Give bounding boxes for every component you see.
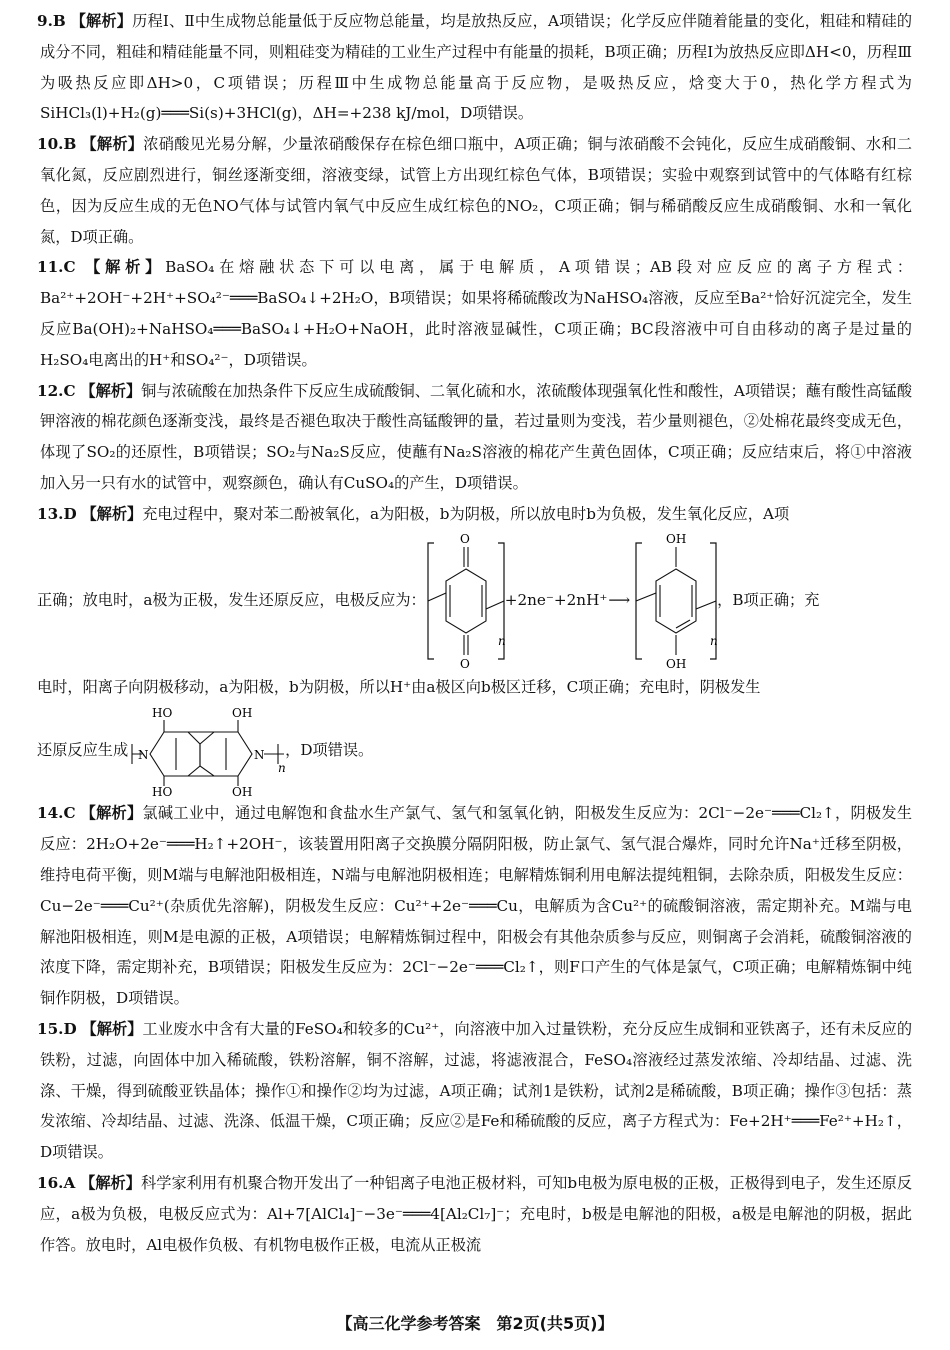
naph-oh-top-left: HO <box>152 706 173 721</box>
item-13-text-b: 正确；放电时，a极为正极，发生还原反应，电极反应为： <box>37 591 426 610</box>
naph-oh-bottom-left: HO <box>152 785 173 797</box>
naphthalene-diimide-row <box>37 702 912 798</box>
item-14-text: 氯碱工业中，通过电解饱和食盐水生产氯气、氢气和氢氧化钠，阳极发生反应为：2Cl⁻−2e⁻═══Cl₂↑，阴极发生反应：2H₂O+2e⁻═══H₂↑+2OH⁻，该装置用阳离子交换膜分隔阴阳极，防止氯气、氢气混合爆炸，同时允许Na⁺迁移至阴极，维持电荷平衡，则M端与电解池阳极相连，N端与电解池阴极相连；电解精炼铜利用电解法提纯粗铜，去除杂质，阳极发生反应：Cu−2e⁻═══Cu²⁺(杂质优先溶解)，阴极发生反应：Cu²⁺+2e⁻═══Cu，电解质为含Cu²⁺的硫酸铜溶液，需定期补充。M端与电解池阳极相连，则M是电源的正极，A项错误；电解精炼铜过程中，阳极会有其他杂质参与反应，则铜离子会消耗，硫酸铜溶液的浓度下降，需定期补充，B项错误；阳极发生反应为：2Cl⁻−2e⁻═══Cl₂↑，则F口产生的气体是氯气，C项正确；电解精炼铜中纯铜作阴极，D项错误。 <box>40 804 913 1008</box>
naphthalene-polymer-structure <box>128 704 288 796</box>
naph-n-left: N <box>138 748 149 763</box>
item-13-text-a: 充电过程中，聚对苯二酚被氧化，a为阳极，b为阴极，所以放电时b为负极，发生氧化反应，A项 <box>142 504 790 523</box>
item-15-text: 工业废水中含有大量的FeSO₄和较多的Cu²⁺，向溶液中加入过量铁粉，充分反应生成铜和亚铁离子，还有未反应的铁粉，过滤，向固体中加入稀硫酸，铁粉溶解，铜不溶解，过滤，将滤液混合，FeSO₄溶液经过蒸发浓缩、冷却结晶、过滤、洗涤、干燥，得到硫酸亚铁晶体；操作①和操作②均为过滤，A项正确；试剂1是铁粉，试剂2是稀硫酸，B项正确；操作③包括：蒸发浓缩、冷却结晶、过滤、洗涤、低温干燥，C项正确；反应②是Fe和稀硫酸的反应，离子方程式为：Fe+2H⁺═══Fe²⁺+H₂↑，D项错误。 <box>40 1019 913 1162</box>
answer-item-10: 10.B 【解析】浓硝酸见光易分解，少量浓硝酸保存在棕色细口瓶中，A项正确；铜与浓硝酸不会钝化，反应生成硝酸铜、水和二氧化氮，反应剧烈进行，铜丝逐渐变细，溶液变绿，试管上方出现红棕色气体，B项错误；实验中观察到试管中的气体略有红棕色，因为反应生成的无色NO气体与试管内氧气中反应生成红棕色的NO₂，C项正确；铜与稀硝酸反应生成硝酸铜、水和一氧化氮，D项正确。 <box>37 135 913 246</box>
item-13-text-c: ，B项正确；充 <box>717 591 820 610</box>
answer-item-11: 11.C 【解析】BaSO₄在熔融状态下可以电离，属于电解质，A项错误；AB段对应反应的离子方程式：Ba²⁺+2OH⁻+2H⁺+SO₄²⁻═══BaSO₄↓+2H₂O，B项错误；如果将稀硫酸改为NaHSO₄溶液，反应至Ba²⁺恰好沉淀完全，发生反应Ba(OH)₂+NaHSO₄═══BaSO₄↓+H₂O+NaOH，此时溶液显碱性，C项正确；BC段溶液中可自由移动的离子是过量的H₂SO₄电离出的H⁺和SO₄²⁻，D项错误。 <box>37 258 913 369</box>
hydroquinone-top-oh: OH <box>666 531 687 546</box>
answer-item-9: 9.B 【解析】历程Ⅰ、Ⅱ中生成物总能量低于反应物总能量，均是放热反应，A项错误；化学反应伴随着能量的变化，粗硅和精硅的成分不同，粗硅和精硅能量不同，则粗硅变为精硅的工业生产过程中有能量的损耗，B项正确；历程Ⅰ为放热反应即ΔH<0，历程Ⅲ为吸热反应即ΔH>0，C项错误；历程Ⅲ中生成物总能量高于反应物，是吸热反应，焓变大于0，热化学方程式为SiHCl₃(l)+H₂(g)═══Si(s)+3HCl(g)，ΔH=+238 kJ/mol，D项错误。 <box>37 12 913 123</box>
item-11-text: BaSO₄在熔融状态下可以电离，属于电解质，A项错误；AB段对应反应的离子方程式：Ba²⁺+2OH⁻+2H⁺+SO₄²⁻═══BaSO₄↓+2H₂O，B项错误；如果将稀硫酸改为NaHSO₄溶液，反应至Ba²⁺恰好沉淀完全，发生反应Ba(OH)₂+NaHSO₄═══BaSO₄↓+H₂O+NaOH，此时溶液显碱性，C项正确；BC段溶液中可自由移动的离子是过量的H₂SO₄电离出的H⁺和SO₄²⁻，D项错误。 <box>40 258 913 369</box>
reaction-equation-row <box>37 530 912 672</box>
poly-n-1: n <box>497 633 506 648</box>
naph-oh-bottom-right: OH <box>232 785 253 797</box>
polyhydroquinone-structure <box>634 531 720 671</box>
answer-item-12: 12.C 【解析】铜与浓硫酸在加热条件下反应生成硫酸铜、二氧化硫和水，浓硫酸体现强氧化性和酸性，A项错误；蘸有酸性高锰酸钾溶液的棉花颜色逐渐变浅，最终是否褪色取决于酸性高锰酸钾的量，若过量则为变浅，若少量则褪色，②处棉花最终变成无色，体现了SO₂的还原性，B项错误；SO₂与Na₂S反应，使蘸有Na₂S溶液的棉花产生黄色固体，C项正确；反应结束后，将①中溶液加入另一只有水的试管中，观察颜色，确认有CuSO₄的产生，D项错误。 <box>37 381 913 492</box>
quinone-bottom-o: O <box>459 656 470 671</box>
answer-page <box>37 6 913 1260</box>
page-footer: 【高三化学参考答案 第2页(共5页)】 <box>336 1314 614 1333</box>
quinone-top-o: O <box>459 531 470 546</box>
item-10-text: 浓硝酸见光易分解，少量浓硝酸保存在棕色细口瓶中，A项正确；铜与浓硝酸不会钝化，反应生成硝酸铜、水和二氧化氮，反应剧烈进行，铜丝逐渐变细，溶液变绿，试管上方出现红棕色气体，B项错误；实验中观察到试管中的气体略有红棕色，因为反应生成的无色NO气体与试管内氧气中反应生成红棕色的NO₂，C项正确；铜与稀硝酸反应生成硝酸铜、水和一氧化氮，D项正确。 <box>40 135 913 246</box>
answer-item-13: 13.D 【解析】充电过程中，聚对苯二酚被氧化，a为阳极，b为阴极，所以放电时b为负极，发生氧化反应，A项 正确；放电时，a极为正极，发生还原反应，电极反应为： O O n +2ne⁻+2nH⁺ ⟶ OH OH n ，B项正确；充 电时，阳离子向阴极移动，a为阳极，b为阴极，所以H⁺由a极区向b极区迁移，C项正确；充电时，阴极发生 还原反应生成 N N HO HO OH OH n ，D项错误。 <box>40 499 912 799</box>
reaction-arrow: ⟶ <box>608 591 631 610</box>
answer-item-15: 15.D 【解析】工业废水中含有大量的FeSO₄和较多的Cu²⁺，向溶液中加入过量铁粉，充分反应生成铜和亚铁离子，还有未反应的铁粉，过滤，向固体中加入稀硫酸，铁粉溶解，铜不溶解，过滤，将滤液混合，FeSO₄溶液经过蒸发浓缩、冷却结晶、过滤、洗涤、干燥，得到硫酸亚铁晶体；操作①和操作②均为过滤，A项正确；试剂1是铁粉，试剂2是稀硫酸，B项正确；操作③包括：蒸发浓缩、冷却结晶、过滤、洗涤、低温干燥，C项正确；反应②是Fe和稀硫酸的反应，离子方程式为：Fe+2H⁺═══Fe²⁺+H₂↑，D项错误。 <box>37 1019 913 1162</box>
equation-middle: +2ne⁻+2nH⁺ <box>504 591 608 610</box>
polyquinone-structure <box>426 531 508 671</box>
item-16-text: 科学家利用有机聚合物开发出了一种铝离子电池正极材料，可知b电极为原电极的正极，正极得到电子，发生还原反应，a极为负极，电极反应式为：Al+7[AlCl₄]⁻−3e⁻═══4[Al₂Cl₇]⁻；充电时，b极是电解池的阳极，a极是电解池的阴极，据此作答。放电时，Al电极作负极、有机物电极作正极，电流从正极流 <box>40 1173 913 1254</box>
item-13-text-d: 电时，阳离子向阴极移动，a为阳极，b为阴极，所以H⁺由a极区向b极区迁移，C项正确；充电时，阴极发生 <box>37 677 761 696</box>
poly-n-2: n <box>710 633 718 648</box>
item-13-text-f: ，D项错误。 <box>285 740 374 759</box>
item-12-text: 铜与浓硫酸在加热条件下反应生成硫酸铜、二氧化硫和水，浓硫酸体现强氧化性和酸性，A项错误；蘸有酸性高锰酸钾溶液的棉花颜色逐渐变浅，最终是否褪色取决于酸性高锰酸钾的量，若过量则为变浅，若少量则褪色，②处棉花最终变成无色，体现了SO₂的还原性，B项错误；SO₂与Na₂S反应，使蘸有Na₂S溶液的棉花产生黄色固体，C项正确；反应结束后，将①中溶液加入另一只有水的试管中，观察颜色，确认有CuSO₄的产生，D项错误。 <box>40 381 913 492</box>
hydroquinone-bottom-oh: OH <box>666 656 687 671</box>
naph-oh-top-right: OH <box>232 706 253 721</box>
item-13-text-e: 还原反应生成 <box>37 740 129 759</box>
poly-n-3: n <box>278 761 286 776</box>
naph-n-right: N <box>254 748 265 763</box>
answer-item-16: 16.A 【解析】科学家利用有机聚合物开发出了一种铝离子电池正极材料，可知b电极为原电极的正极，正极得到电子，发生还原反应，a极为负极，电极反应式为：Al+7[AlCl₄]⁻−3e⁻═══4[Al₂Cl₇]⁻；充电时，b极是电解池的阳极，a极是电解池的阴极，据此作答。放电时，Al电极作负极、有机物电极作正极，电流从正极流 <box>37 1173 913 1254</box>
item-9-text: 历程Ⅰ、Ⅱ中生成物总能量低于反应物总能量，均是放热反应，A项错误；化学反应伴随着能量的变化，粗硅和精硅的成分不同，粗硅和精硅能量不同，则粗硅变为精硅的工业生产过程中有能量的损耗，B项正确；历程Ⅰ为放热反应即ΔH<0，历程Ⅲ为吸热反应即ΔH>0，C项错误；历程Ⅲ中生成物总能量高于反应物，是吸热反应，焓变大于0，热化学方程式为SiHCl₃(l)+H₂(g)═══Si(s)+3HCl(g)，ΔH=+238 kJ/mol，D项错误。 <box>40 12 913 123</box>
answer-item-14: 14.C 【解析】氯碱工业中，通过电解饱和食盐水生产氯气、氢气和氢氧化钠，阳极发生反应为：2Cl⁻−2e⁻═══Cl₂↑，阴极发生反应：2H₂O+2e⁻═══H₂↑+2OH⁻，该装置用阳离子交换膜分隔阴阳极，防止氯气、氢气混合爆炸，同时允许Na⁺迁移至阴极，维持电荷平衡，则M端与电解池阳极相连，N端与电解池阴极相连；电解精炼铜利用电解法提纯粗铜，去除杂质，阳极发生反应：Cu−2e⁻═══Cu²⁺(杂质优先溶解)，阴极发生反应：Cu²⁺+2e⁻═══Cu，电解质为含Cu²⁺的硫酸铜溶液，需定期补充。M端与电解池阳极相连，则M是电源的正极，A项错误；电解精炼铜过程中，阳极会有其他杂质参与反应，则铜离子会消耗，硫酸铜溶液的浓度下降，需定期补充，B项错误；阳极发生反应为：2Cl⁻−2e⁻═══Cl₂↑，则F口产生的气体是氯气，C项正确；电解精炼铜中纯铜作阴极，D项错误。 <box>37 804 913 1008</box>
